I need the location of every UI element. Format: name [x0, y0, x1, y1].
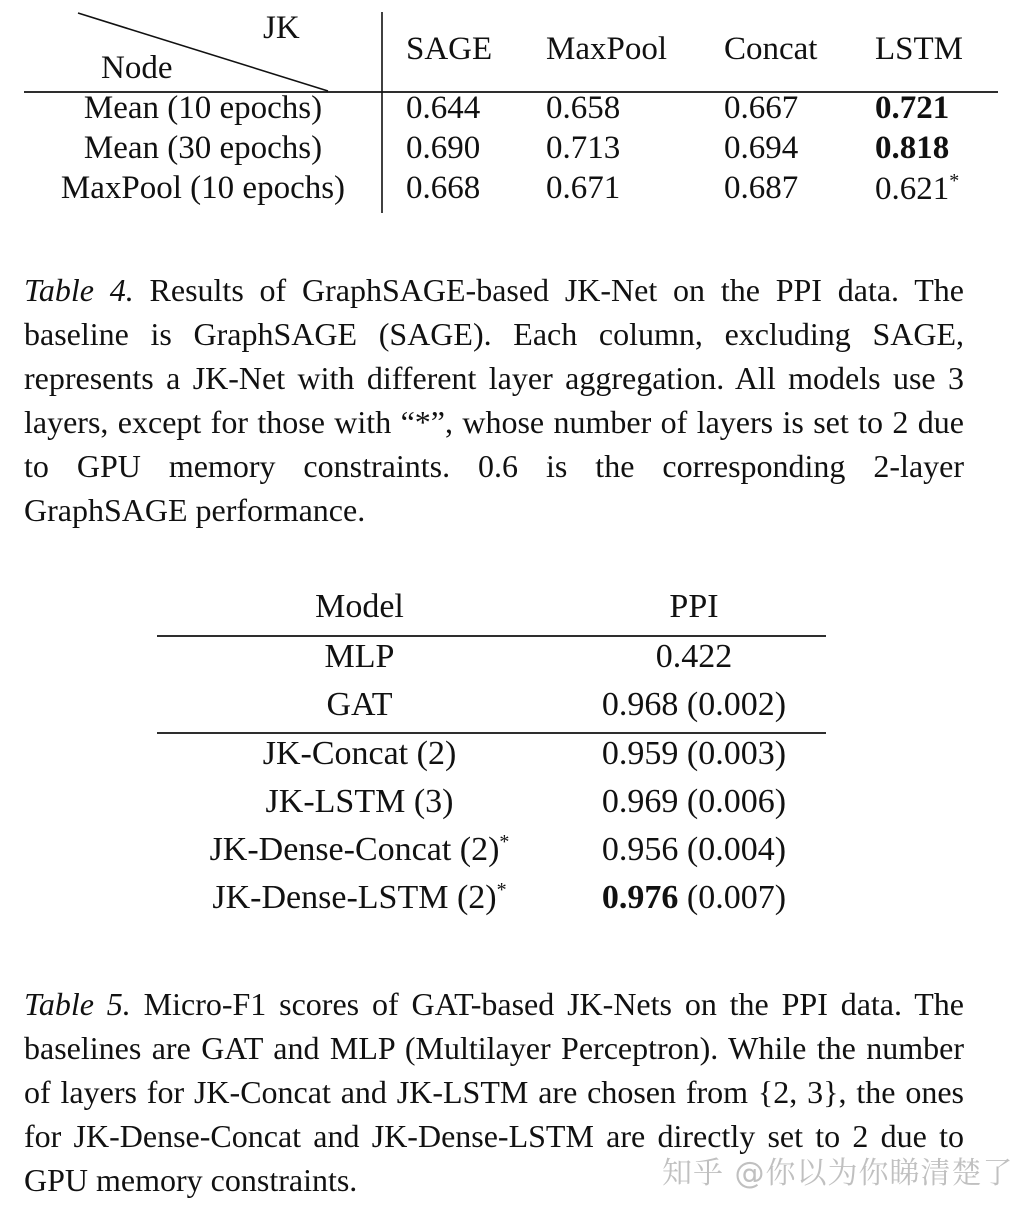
model-name: [157, 831, 562, 869]
model-name: [157, 879, 562, 917]
col-header-concat: Concat: [724, 31, 818, 67]
star-marker: *: [949, 170, 960, 192]
col-header-maxpool: MaxPool: [546, 31, 668, 67]
ppi-value: 0.968 (0.002): [601, 686, 787, 723]
model-name: JK-LSTM (3): [265, 783, 454, 820]
row-label: Mean (30 epochs): [83, 130, 323, 166]
col-header-sage: SAGE: [406, 31, 493, 67]
cell-value: 0.658: [546, 90, 621, 126]
cell-value: 0.690: [406, 130, 481, 166]
row-label: Mean (10 epochs): [83, 90, 323, 126]
cell-value: 0.713: [546, 130, 621, 166]
caption-label: Table 5.: [24, 986, 131, 1022]
cell-value: 0.687: [724, 170, 799, 206]
cell-value: 0.667: [724, 90, 799, 126]
model-name: GAT: [326, 686, 393, 723]
row-label: MaxPool (10 epochs): [60, 170, 346, 206]
col-header-model: Model: [315, 588, 404, 625]
watermark: 知乎 @你以为你睇清楚了: [662, 1156, 1014, 1191]
cell-value: 0.694: [724, 130, 799, 166]
cell-value: [875, 170, 959, 208]
model-name-text: JK-Dense-Concat (2): [209, 831, 500, 868]
col-header-ppi: PPI: [669, 588, 719, 625]
caption-label: Table 4.: [24, 272, 134, 308]
model-name: JK-Concat (2): [262, 735, 457, 772]
cell-value-best: 0.721: [875, 90, 950, 126]
ppi-value-std: (0.007): [678, 879, 787, 916]
cell-value: 0.668: [406, 170, 481, 206]
cell-value-text: 0.621: [875, 171, 950, 207]
caption-text: Micro-F1 scores of GAT-based JK-Nets on the PPI data. The baselines are GAT and MLP (Multilayer Perceptron). While the number of layers for JK-Concat and JK-LSTM are chosen from {2, 3}, the ones for JK-Dense-Concat and JK-Dense-LSTM are directly set to 2 due to GPU memory constraints.: [24, 986, 964, 1198]
table-4-caption: [24, 268, 964, 532]
ppi-value: [562, 879, 826, 917]
ppi-value: 0.959 (0.003): [601, 735, 787, 772]
model-name-text: JK-Dense-LSTM (2): [212, 879, 497, 916]
cell-value: 0.671: [546, 170, 621, 206]
caption-text: Results of GraphSAGE-based JK-Net on the PPI data. The baseline is GraphSAGE (SAGE). Each column, excluding SAGE, represents a JK-Net with different layer aggregation. All models use 3 layers, except for those with “*”, whose number of layers is set to 2 due to GPU memory constraints. 0.6 is the corresponding 2-layer GraphSAGE performance.: [24, 272, 965, 528]
cell-value: 0.644: [406, 90, 481, 126]
ppi-value-best: 0.976: [601, 879, 679, 916]
model-name: MLP: [324, 638, 395, 675]
ppi-value: 0.956 (0.004): [601, 831, 787, 868]
star-marker: *: [499, 831, 510, 853]
corner-header-jk: JK: [263, 10, 300, 46]
col-header-lstm: LSTM: [875, 31, 964, 67]
ppi-value: 0.969 (0.006): [601, 783, 787, 820]
cell-value-best: 0.818: [875, 130, 950, 166]
corner-header-node: Node: [101, 50, 173, 86]
ppi-value: 0.422: [655, 638, 733, 675]
star-marker: *: [496, 879, 507, 901]
